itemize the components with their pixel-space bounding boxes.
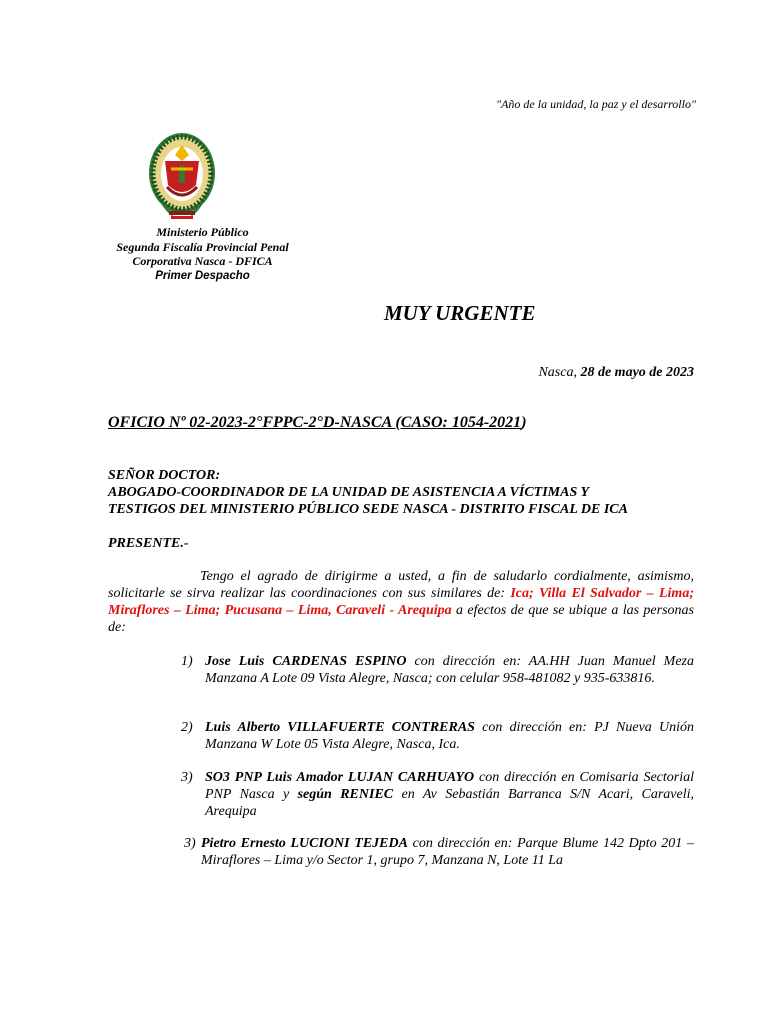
institution-block [100,225,305,283]
person-item [181,653,694,687]
body-locations: Ica; Villa El Salvador – Lima; Miraflores – Lima; Pucusana – Lima, Caraveli - Arequipa [108,586,694,618]
person-name: Pietro Ernesto LUCIONI TEJEDA [201,836,408,851]
person-detail: con dirección en Comisaria Sectorial PNP Nasca y [205,770,695,802]
institution-name: Ministerio Público [156,225,249,239]
person-detail: con dirección en: PJ Nueva Unión Manzana W Lote 05 Vista Alegre, Nasca, Ica. [205,720,694,752]
person-detail-emphasis: según RENIEC [297,787,394,802]
date-place: Nasca, [538,365,577,380]
addressee-block [108,467,694,518]
person-name: Luis Alberto VILLAFUERTE CONTRERAS [205,720,475,735]
person-item [181,719,694,753]
person-name: Jose Luis CARDENAS ESPINO [205,654,407,669]
person-item [184,835,694,869]
date-line [430,365,694,381]
urgency-heading: MUY URGENTE [384,301,536,325]
oficio-close: ) [521,414,527,431]
person-number: 3) [181,770,193,785]
person-number: 2) [181,720,193,735]
presente-line: PRESENTE.- [108,536,189,551]
person-item [181,769,695,820]
oficio-number: OFICIO Nº 02-2023-2°FPPC-2°D-NASCA (CASO: 1054-2021 [108,414,522,431]
person-detail-continued: en Av Sebastián Barranca S/N Acari, Caraveli, Arequipa [205,787,694,819]
oficio-reference [108,414,527,432]
addressee-salutation: SEÑOR DOCTOR: [108,468,221,483]
date-value: 28 de mayo de 2023 [580,365,694,380]
institution-division: Primer Despacho [155,269,250,282]
person-number: 1) [181,654,193,669]
addressee-line-1: ABOGADO-COORDINADOR DE LA UNIDAD DE ASISTENCIA A VÍCTIMAS Y [108,485,590,500]
body-paragraph [108,568,694,636]
institution-office-detail: Corporativa Nasca - DFICA [132,254,273,268]
body-text-before: Tengo el agrado de dirigirme a usted, a fin de saludarlo cordialmente, asimismo, solicitarle se sirva realizar las coordinaciones con sus similares de: [108,569,694,601]
motto-line: "Año de la unidad, la paz y el desarrollo" [496,97,696,111]
person-number: 3) [184,836,196,851]
person-name: SO3 PNP Luis Amador LUJAN CARHUAYO [205,770,475,785]
person-detail: con dirección en: AA.HH Juan Manuel Meza Manzana A Lote 09 Vista Alegre, Nasca; con celular 958-481082 y 935-633816. [205,654,694,686]
addressee-line-2: TESTIGOS DEL MINISTERIO PÚBLICO SEDE NASCA - DISTRITO FISCAL DE ICA [108,502,628,517]
person-detail: con dirección en: Parque Blume 142 Dpto 201 – Miraflores – Lima y/o Sector 1, grupo 7, Manzana N, Lote 11 La [201,836,694,868]
ministerio-publico-seal-icon [143,125,221,223]
body-text-after: a efectos de que se ubique a las personas de: [108,603,694,635]
institution-office: Segunda Fiscalía Provincial Penal [116,239,289,254]
